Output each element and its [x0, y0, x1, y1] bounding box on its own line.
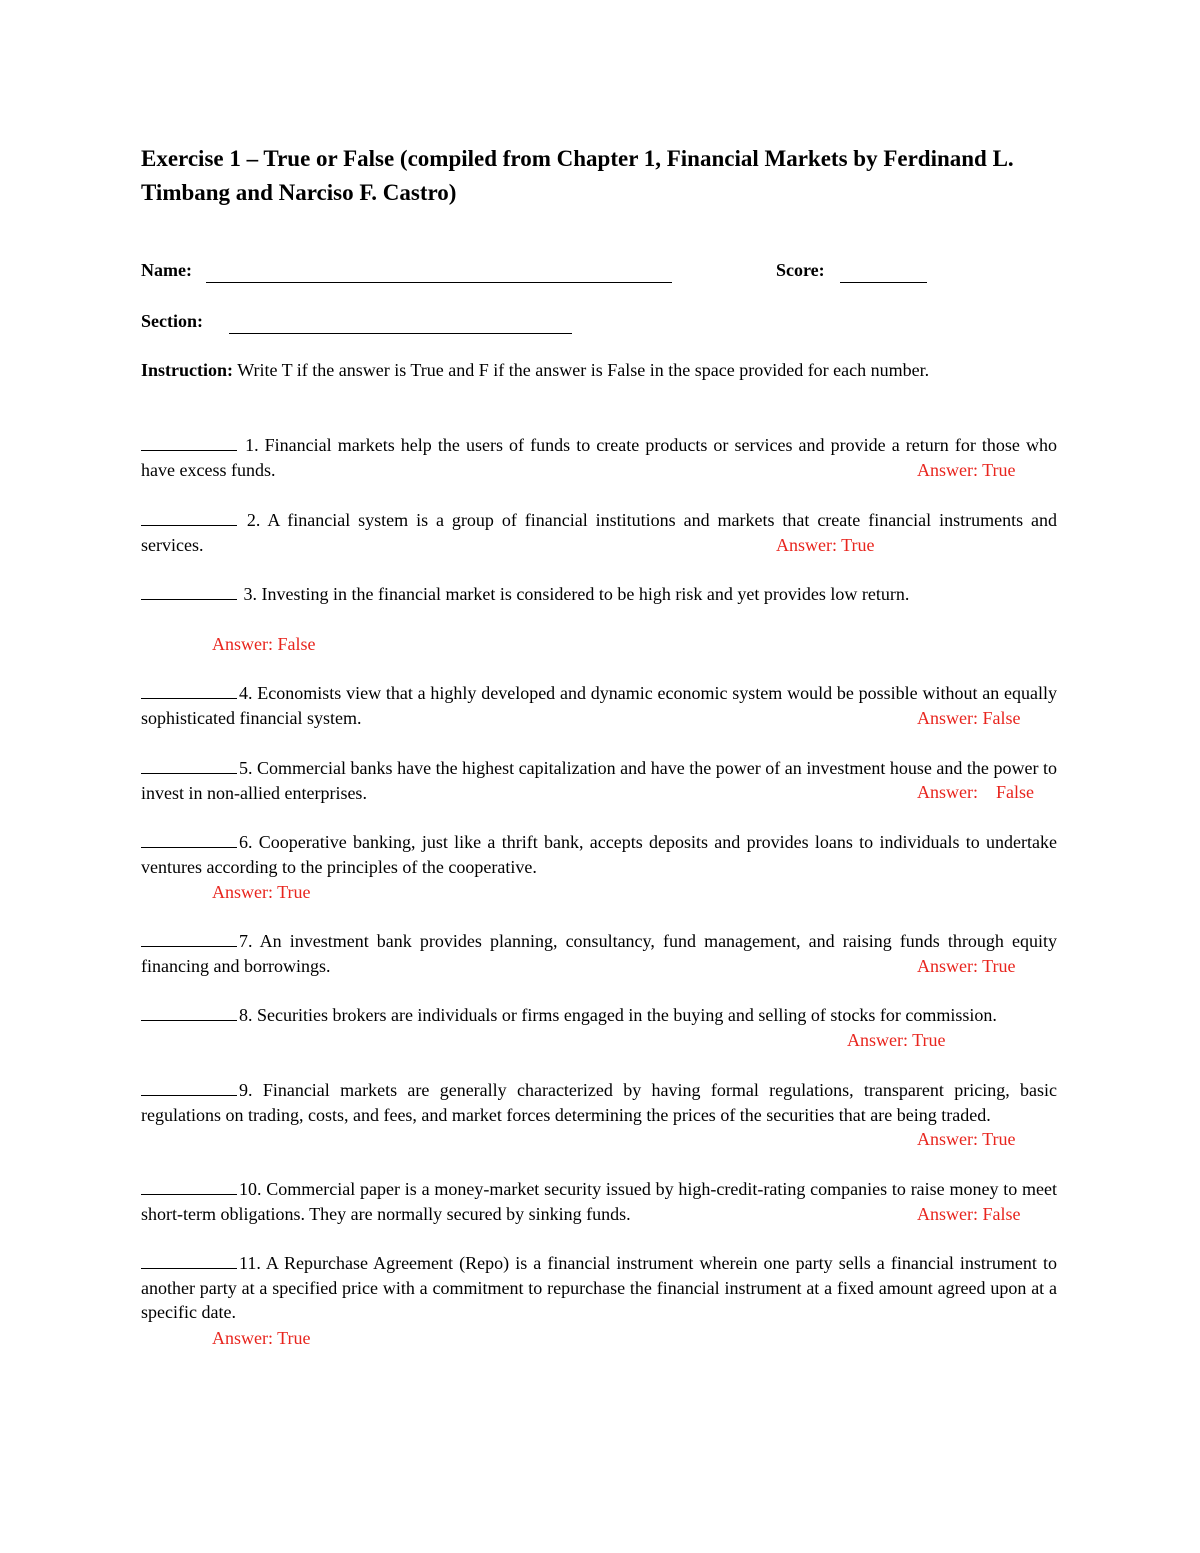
name-label: Name:: [141, 260, 192, 280]
question-text: 8. Securities brokers are individuals or firms engaged in the buying and selling of stocks for commission.: [239, 1005, 997, 1025]
question-text: 7. An investment bank provides planning, consultancy, fund management, and raising funds through equity financing and borrowings.: [141, 931, 1057, 976]
question-text: 9. Financial markets are generally characterized by having formal regulations, transparent pricing, basic regulations on trading, costs, and fees, and market forces determining the prices of the securities that are being traded.: [141, 1080, 1057, 1125]
name-field[interactable]: [206, 282, 672, 283]
question-text: 10. Commercial paper is a money-market security issued by high-credit-rating companies to raise money to meet short-term obligations. They are normally secured by sinking funds.: [141, 1179, 1057, 1224]
answer-blank[interactable]: [141, 831, 237, 848]
question-8: [141, 1003, 1057, 1028]
question-text: 1. Financial markets help the users of funds to create products or services and provide a return for those who have excess funds.: [141, 435, 1057, 480]
answer-key-10: Answer: False: [917, 1204, 1021, 1224]
answer-key-7: Answer: True: [917, 956, 1016, 976]
answer-key-2: Answer: True: [776, 535, 875, 555]
page-title: [141, 142, 1041, 210]
answer-key-6: Answer: True: [212, 882, 311, 902]
question-6: [141, 830, 1057, 879]
question-text: 5. Commercial banks have the highest capitalization and have the power of an investment house and the power to invest in non-allied enterprises.: [141, 758, 1057, 803]
section-label: Section:: [141, 311, 203, 331]
instruction-text: Write T if the answer is True and F if the answer is False in the space provided for each number.: [233, 360, 930, 380]
instruction-label: Instruction:: [141, 360, 234, 380]
score-field[interactable]: [840, 282, 927, 283]
answer-blank[interactable]: [141, 434, 237, 451]
answer-key-4: Answer: False: [917, 708, 1021, 728]
answer-blank[interactable]: [141, 583, 237, 600]
answer-blank[interactable]: [141, 1004, 237, 1021]
score-label: Score:: [776, 260, 825, 280]
instruction: [141, 358, 1057, 383]
answer-blank[interactable]: [141, 1178, 237, 1195]
question-text: 4. Economists view that a highly developed and dynamic economic system would be possible without an equally sophisticated financial system.: [141, 683, 1057, 728]
question-9: [141, 1078, 1057, 1127]
answer-blank[interactable]: [141, 1079, 237, 1096]
answer-blank[interactable]: [141, 757, 237, 774]
question-text: 11. A Repurchase Agreement (Repo) is a financial instrument wherein one party sells a financial instrument to another party at a specified price with a commitment to repurchase the financial instrument at a fixed amount agreed upon at a specific date.: [141, 1253, 1057, 1322]
answer-blank[interactable]: [141, 930, 237, 947]
answer-key-3: Answer: False: [212, 634, 316, 654]
answer-blank[interactable]: [141, 682, 237, 699]
question-text: 3. Investing in the financial market is considered to be high risk and yet provides low return.: [239, 584, 910, 604]
title-rest: (compiled from Chapter 1, Financial Markets by Ferdinand L. Timbang and Narciso F. Castro): [141, 146, 1014, 205]
answer-key-1: Answer: True: [917, 460, 1016, 480]
title-bold: Exercise 1 – True or False: [141, 146, 395, 171]
answer-key-11: Answer: True: [212, 1328, 311, 1348]
section-field[interactable]: [229, 333, 572, 334]
question-3: [141, 582, 1057, 607]
answer-key-9: Answer: True: [917, 1129, 1016, 1149]
question-11: [141, 1251, 1057, 1325]
question-text: 6. Cooperative banking, just like a thrift bank, accepts deposits and provides loans to individuals to undertake ventures according to the principles of the cooperative.: [141, 832, 1057, 877]
answer-key-5: Answer: False: [917, 782, 1034, 802]
answer-blank[interactable]: [141, 509, 237, 526]
question-2: [141, 508, 1057, 557]
question-text: 2. A financial system is a group of financial institutions and markets that create financial instruments and services.: [141, 510, 1057, 555]
answer-blank[interactable]: [141, 1252, 237, 1269]
answer-key-8: Answer: True: [847, 1030, 946, 1050]
